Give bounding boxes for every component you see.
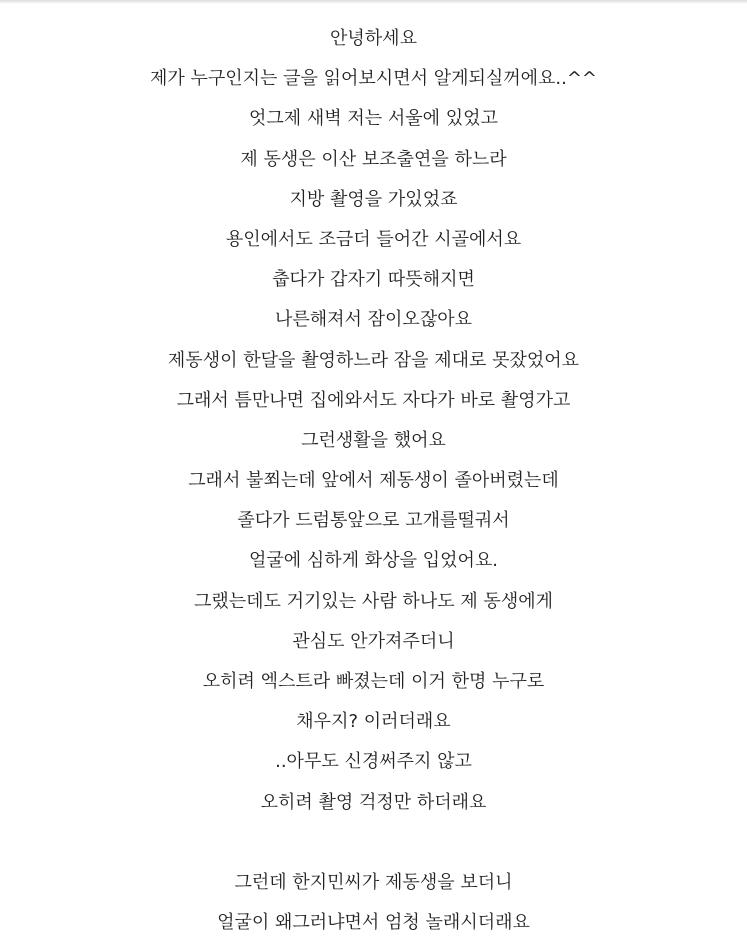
post-line: 제동생이 한달을 촬영하느라 잠을 제대로 못잤었어요: [167, 349, 580, 371]
post-line: 오히려 촬영 걱정만 하더래요: [260, 791, 487, 813]
post-line: 안녕하세요: [330, 28, 417, 49]
post-line: 그래서 틈만나면 집에와서도 자다가 바로 촬영가고: [176, 389, 571, 411]
post-line: 춥다가 갑자기 따뜻해지면: [272, 269, 475, 291]
post-line: 그런생활을 했어요: [301, 429, 446, 451]
post-line: 그런데 한지민씨가 제동생을 보더니: [234, 871, 513, 893]
post-line: 오히려 엑스트라 빠졌는데 이거 한명 누구로: [202, 671, 545, 692]
post-line: 채우지? 이러더래요: [296, 711, 451, 733]
top-edge-shadow: [0, 0, 747, 4]
post-line: 엇그제 새벽 저는 서울에 있었고: [249, 108, 498, 130]
post-line: 관심도 안가져주더니: [292, 630, 455, 652]
post-line: 졸다가 드럼통앞으로 고개를떨궈서: [237, 510, 510, 532]
post-line: 제가 누구인지는 글을 읽어보시면서 알게되실꺼에요..^^: [149, 68, 598, 90]
post-line: 그래서 불쬐는데 앞에서 제동생이 졸아버렸는데: [188, 470, 559, 492]
post-line: 제 동생은 이산 보조출연을 하느라: [240, 148, 507, 170]
post-line: 용인에서도 조금더 들어간 시골에서요: [225, 228, 522, 250]
post-line: 얼굴에 심하게 화상을 입었어요.: [249, 550, 498, 572]
post-line: ..아무도 신경써주지 않고: [275, 751, 472, 773]
post-line: 지방 촬영을 가있었죠: [289, 188, 458, 210]
blank-line: [0, 826, 747, 866]
post-body: [0, 22, 747, 946]
post-line: 나른해져서 잠이오잖아요: [275, 309, 472, 331]
post-line: 그랬는데도 거기있는 사람 하나도 제 동생에게: [194, 590, 553, 612]
post-line: 얼굴이 왜그러냐면서 엄청 놀래시더래요: [217, 912, 530, 934]
